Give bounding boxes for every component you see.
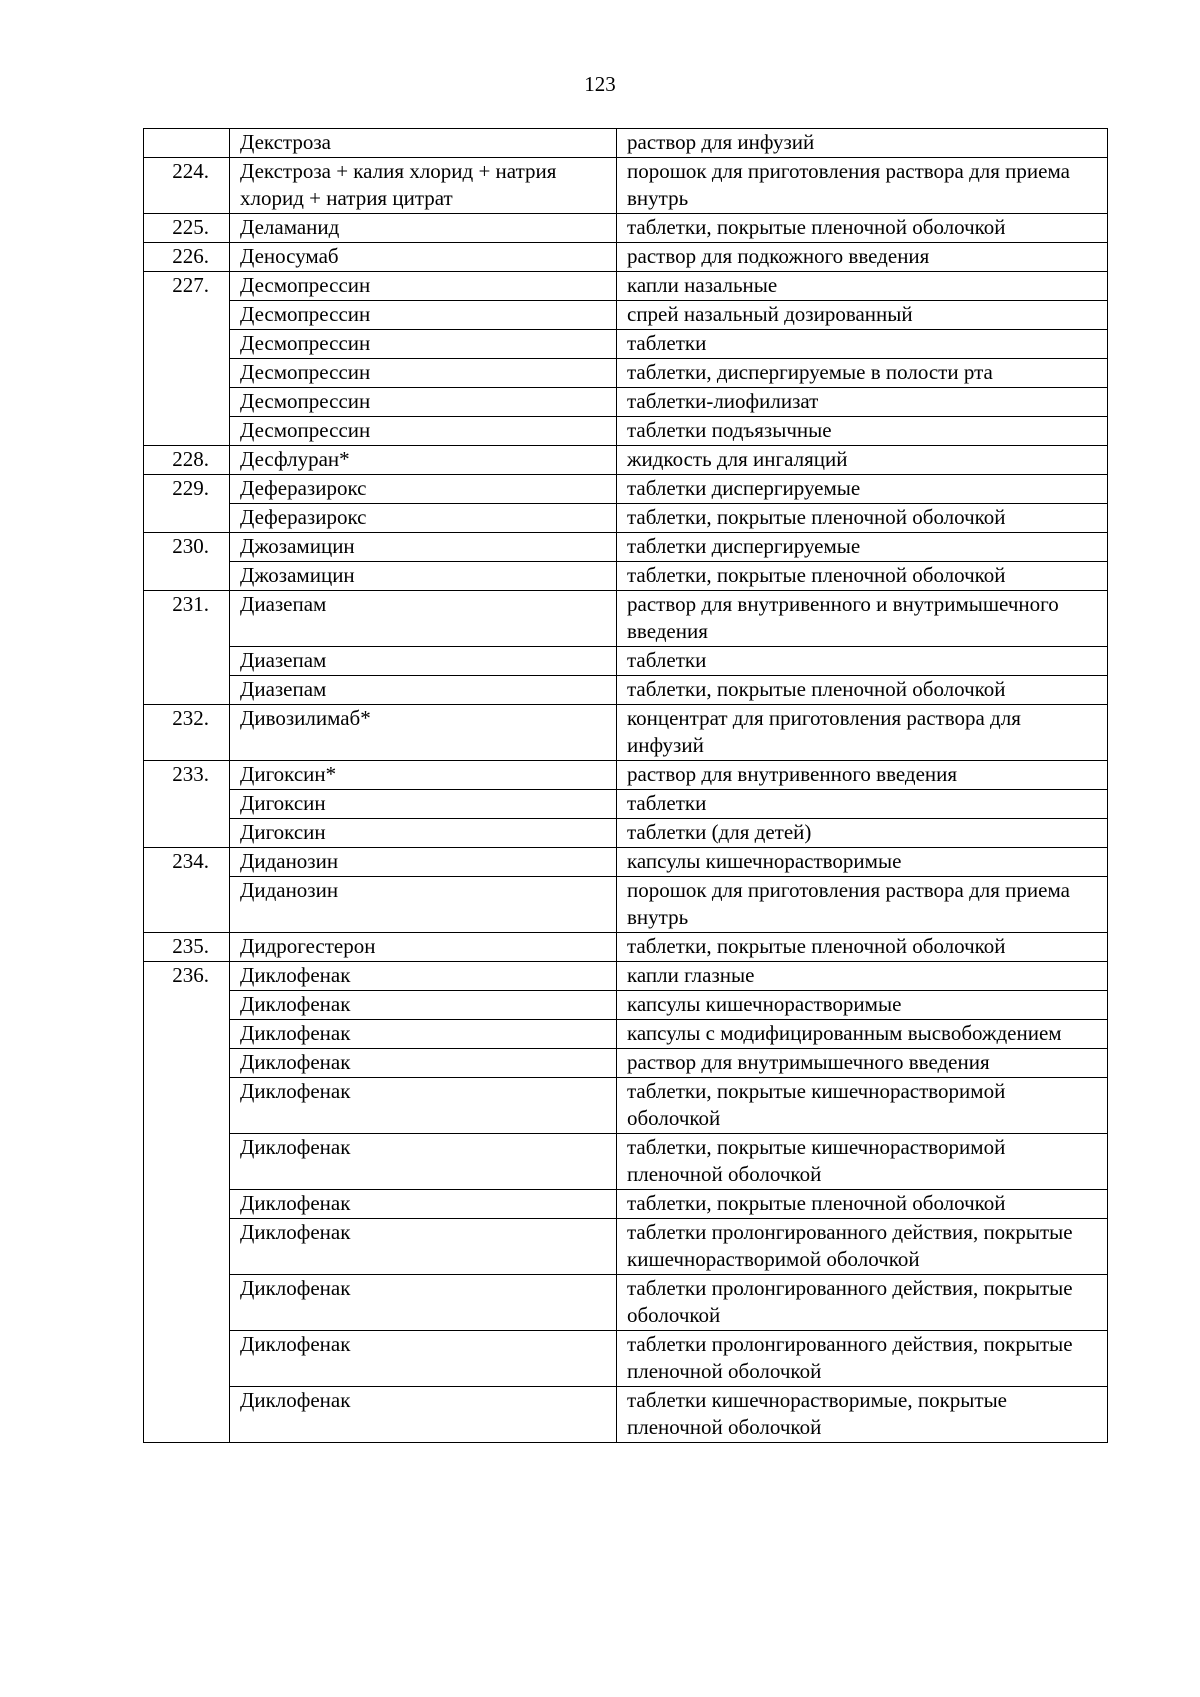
drug-name: Десмопрессин xyxy=(230,272,617,301)
drug-name: Декстроза xyxy=(230,129,617,158)
table-row xyxy=(144,214,1108,243)
drug-name: Диклофенак xyxy=(230,1134,617,1190)
drug-name: Десмопрессин xyxy=(230,330,617,359)
drug-name: Диклофенак xyxy=(230,1078,617,1134)
row-number: 230. xyxy=(144,533,230,591)
dosage-form: таблетки, покрытые пленочной оболочкой xyxy=(617,933,1108,962)
dosage-form: таблетки пролонгированного действия, покрытые пленочной оболочкой xyxy=(617,1331,1108,1387)
row-number: 235. xyxy=(144,933,230,962)
drug-name: Диазепам xyxy=(230,676,617,705)
row-number: 229. xyxy=(144,475,230,533)
dosage-form: таблетки xyxy=(617,647,1108,676)
dosage-form: таблетки, покрытые пленочной оболочкой xyxy=(617,504,1108,533)
drug-name: Джозамицин xyxy=(230,533,617,562)
table-row xyxy=(144,417,1108,446)
dosage-form: раствор для внутривенного и внутримышечного введения xyxy=(617,591,1108,647)
dosage-form: таблетки диспергируемые xyxy=(617,475,1108,504)
table-row xyxy=(144,475,1108,504)
drug-name: Дигоксин* xyxy=(230,761,617,790)
drug-name: Диклофенак xyxy=(230,1219,617,1275)
drug-name: Диклофенак xyxy=(230,1387,617,1443)
drug-name: Джозамицин xyxy=(230,562,617,591)
row-number: 225. xyxy=(144,214,230,243)
drug-name: Деламанид xyxy=(230,214,617,243)
drug-name: Диклофенак xyxy=(230,991,617,1020)
row-number: 236. xyxy=(144,962,230,1443)
row-number: 228. xyxy=(144,446,230,475)
dosage-form: таблетки-лиофилизат xyxy=(617,388,1108,417)
dosage-form: раствор для подкожного введения xyxy=(617,243,1108,272)
drug-name: Диклофенак xyxy=(230,1275,617,1331)
dosage-form: таблетки xyxy=(617,790,1108,819)
dosage-form: капли назальные xyxy=(617,272,1108,301)
dosage-form: таблетки диспергируемые xyxy=(617,533,1108,562)
row-number: 233. xyxy=(144,761,230,848)
drug-table xyxy=(143,128,1108,1443)
dosage-form: капли глазные xyxy=(617,962,1108,991)
table-row xyxy=(144,676,1108,705)
dosage-form: таблетки пролонгированного действия, покрытые кишечнорастворимой оболочкой xyxy=(617,1219,1108,1275)
drug-name: Диданозин xyxy=(230,848,617,877)
table-body xyxy=(144,129,1108,1443)
table-row xyxy=(144,877,1108,933)
row-number: 232. xyxy=(144,705,230,761)
table-row xyxy=(144,446,1108,475)
table-row xyxy=(144,330,1108,359)
dosage-form: раствор для инфузий xyxy=(617,129,1108,158)
table-row xyxy=(144,848,1108,877)
table-row xyxy=(144,761,1108,790)
drug-name: Диклофенак xyxy=(230,1020,617,1049)
table-row xyxy=(144,1078,1108,1134)
dosage-form: таблетки, покрытые кишечнорастворимой пленочной оболочкой xyxy=(617,1134,1108,1190)
table-row xyxy=(144,1331,1108,1387)
drug-name: Деносумаб xyxy=(230,243,617,272)
page-number: 123 xyxy=(584,72,616,96)
dosage-form: таблетки (для детей) xyxy=(617,819,1108,848)
table-row xyxy=(144,272,1108,301)
table-row xyxy=(144,819,1108,848)
drug-name: Диклофенак xyxy=(230,1331,617,1387)
drug-name: Десмопрессин xyxy=(230,417,617,446)
dosage-form: капсулы с модифицированным высвобождением xyxy=(617,1020,1108,1049)
drug-name: Диклофенак xyxy=(230,1190,617,1219)
drug-name: Диазепам xyxy=(230,647,617,676)
dosage-form: таблетки пролонгированного действия, покрытые оболочкой xyxy=(617,1275,1108,1331)
table-row xyxy=(144,1020,1108,1049)
row-number xyxy=(144,129,230,158)
table-row xyxy=(144,533,1108,562)
dosage-form: таблетки, покрытые пленочной оболочкой xyxy=(617,676,1108,705)
table-row xyxy=(144,301,1108,330)
drug-name: Десфлуран* xyxy=(230,446,617,475)
table-row xyxy=(144,591,1108,647)
dosage-form: капсулы кишечнорастворимые xyxy=(617,848,1108,877)
table-row xyxy=(144,705,1108,761)
table-row xyxy=(144,1387,1108,1443)
table-row xyxy=(144,504,1108,533)
dosage-form: таблетки кишечнорастворимые, покрытые пленочной оболочкой xyxy=(617,1387,1108,1443)
drug-name: Дидрогестерон xyxy=(230,933,617,962)
dosage-form: капсулы кишечнорастворимые xyxy=(617,991,1108,1020)
drug-name: Дигоксин xyxy=(230,819,617,848)
drug-name: Деферазирокс xyxy=(230,504,617,533)
dosage-form: жидкость для ингаляций xyxy=(617,446,1108,475)
table-row xyxy=(144,962,1108,991)
dosage-form: раствор для внутримышечного введения xyxy=(617,1049,1108,1078)
row-number: 231. xyxy=(144,591,230,705)
dosage-form: порошок для приготовления раствора для приема внутрь xyxy=(617,877,1108,933)
table-row xyxy=(144,790,1108,819)
dosage-form: спрей назальный дозированный xyxy=(617,301,1108,330)
table-row xyxy=(144,933,1108,962)
drug-name: Диданозин xyxy=(230,877,617,933)
dosage-form: таблетки, покрытые пленочной оболочкой xyxy=(617,1190,1108,1219)
table-row xyxy=(144,647,1108,676)
table-row xyxy=(144,562,1108,591)
drug-name: Десмопрессин xyxy=(230,301,617,330)
table-row xyxy=(144,359,1108,388)
table-row xyxy=(144,243,1108,272)
drug-name: Десмопрессин xyxy=(230,359,617,388)
dosage-form: таблетки подъязычные xyxy=(617,417,1108,446)
dosage-form: таблетки, диспергируемые в полости рта xyxy=(617,359,1108,388)
table-row xyxy=(144,991,1108,1020)
table-row xyxy=(144,388,1108,417)
table-row xyxy=(144,1275,1108,1331)
drug-name: Диклофенак xyxy=(230,962,617,991)
drug-name: Деферазирокс xyxy=(230,475,617,504)
row-number: 224. xyxy=(144,158,230,214)
table-row xyxy=(144,1190,1108,1219)
dosage-form: таблетки, покрытые пленочной оболочкой xyxy=(617,562,1108,591)
dosage-form: раствор для внутривенного введения xyxy=(617,761,1108,790)
drug-name: Дигоксин xyxy=(230,790,617,819)
dosage-form: таблетки, покрытые пленочной оболочкой xyxy=(617,214,1108,243)
table-row xyxy=(144,129,1108,158)
row-number: 226. xyxy=(144,243,230,272)
drug-name: Диклофенак xyxy=(230,1049,617,1078)
drug-name: Дивозилимаб* xyxy=(230,705,617,761)
drug-name: Десмопрессин xyxy=(230,388,617,417)
table-row xyxy=(144,1049,1108,1078)
table-row xyxy=(144,1219,1108,1275)
table-row xyxy=(144,158,1108,214)
row-number: 227. xyxy=(144,272,230,446)
drug-name: Диазепам xyxy=(230,591,617,647)
table-row xyxy=(144,1134,1108,1190)
dosage-form: порошок для приготовления раствора для приема внутрь xyxy=(617,158,1108,214)
drug-name: Декстроза + калия хлорид + натрия хлорид + натрия цитрат xyxy=(230,158,617,214)
row-number: 234. xyxy=(144,848,230,933)
dosage-form: таблетки, покрытые кишечнорастворимой оболочкой xyxy=(617,1078,1108,1134)
dosage-form: таблетки xyxy=(617,330,1108,359)
dosage-form: концентрат для приготовления раствора для инфузий xyxy=(617,705,1108,761)
